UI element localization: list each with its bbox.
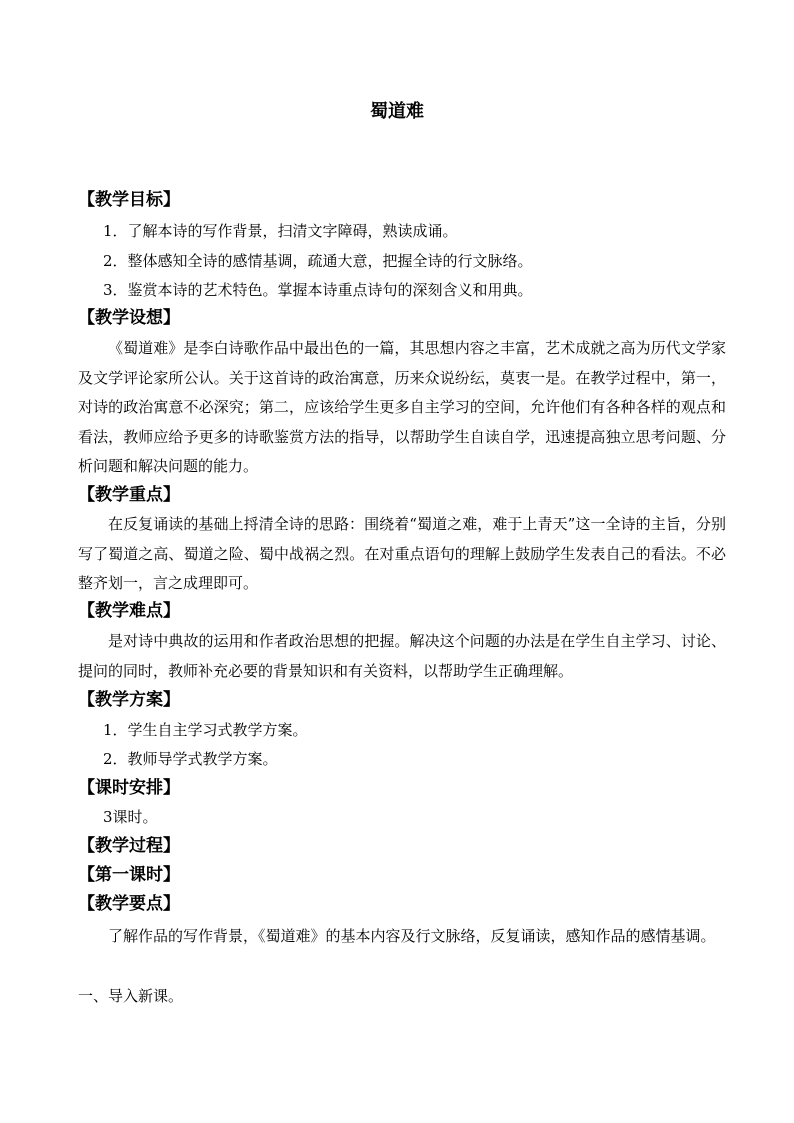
goal-item-2: 2．整体感知全诗的感情基调，疏通大意，把握全诗的行文脉络。: [103, 252, 533, 270]
intro-line: 一、导入新课。: [78, 987, 184, 1005]
goal-item-1: 1．了解本诗的写作背景，扫清文字障碍，熟读成诵。: [103, 222, 458, 240]
heading-teaching-plan: 【教学方案】: [78, 690, 180, 710]
heading-schedule: 【课时安排】: [78, 778, 180, 798]
heading-first-lesson: 【第一课时】: [78, 865, 180, 885]
schedule-text: 3课时。: [103, 808, 158, 826]
heading-teaching-process: 【教学过程】: [78, 836, 180, 856]
design-paragraph: 《蜀道难》是李白诗歌作品中最出色的一篇，其思想内容之丰富，艺术成就之高为历代文学家及文学评论家所公认。关于这首诗的政治寓意，历来众说纷纭，莫衷一是。在教学过程中，第一，对诗的政治寓意不必深究；第二，应该给学生更多自主学习的空间，允许他们有各种各样的观点和看法，教师应给予更多的诗歌鉴赏方法的指导，以帮助学生自读自学，迅速提高独立思考问题、分析问题和解决问题的能力。: [78, 339, 726, 475]
heading-difficulties: 【教学难点】: [78, 601, 180, 621]
plan-item-1: 1．学生自主学习式教学方案。: [103, 721, 308, 739]
heading-lesson-points: 【教学要点】: [78, 894, 180, 914]
document-title: 蜀道难: [370, 101, 424, 122]
key-points-paragraph: 在反复诵读的基础上捋清全诗的思路：围绕着“蜀道之难，难于上青天”这一全诗的主旨，分别写了蜀道之高、蜀道之险、蜀中战祸之烈。在对重点语句的理解上鼓励学生发表自己的看法。不必整齐划一，言之成理即可。: [78, 515, 726, 592]
heading-teaching-goals: 【教学目标】: [78, 190, 180, 210]
heading-teaching-design: 【教学设想】: [78, 308, 180, 328]
goal-item-3: 3．鉴赏本诗的艺术特色。掌握本诗重点诗句的深刻含义和用典。: [103, 281, 533, 299]
plan-item-2: 2．教师导学式教学方案。: [103, 750, 278, 768]
difficulties-paragraph: 是对诗中典故的运用和作者政治思想的把握。解决这个问题的办法是在学生自主学习、讨论、提问的同时，教师补充必要的背景知识和有关资料，以帮助学生正确理解。: [78, 632, 726, 680]
lesson-points-paragraph: 了解作品的写作背景，《蜀道难》的基本内容及行文脉络，反复诵读，感知作品的感情基调。: [108, 927, 716, 945]
heading-key-points: 【教学重点】: [78, 485, 180, 505]
